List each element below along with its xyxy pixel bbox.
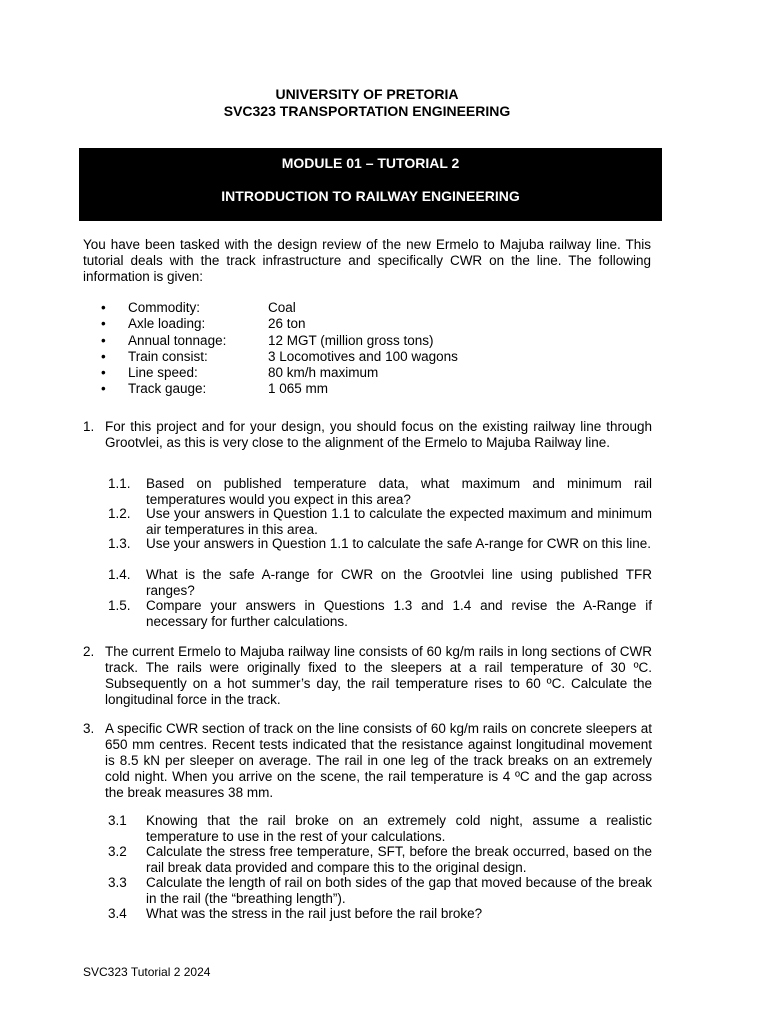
- question-number: 1.5.: [108, 598, 131, 613]
- question-text: What was the stress in the rail just before the rail broke?: [146, 906, 483, 921]
- bullet-icon: •: [101, 365, 106, 381]
- list-item: • Train consist: 3 Locomotives and 100 wagons: [101, 348, 458, 364]
- question-text: A specific CWR section of track on the line consists of 60 kg/m rails on concrete sleepers at 650 mm centres. Recent tests indicated that the resistance against longitudinal movement is 8.5 kN per sleeper on average. The rail in one leg of the track breaks on an extremely cold night. When you arrive on the scene, the rail temperature is 4 ºC and the gap across the break measures 38 mm.: [105, 721, 652, 800]
- question-text: Knowing that the rail broke on an extremely cold night, assume a realistic temperature to use in the rest of your calculations.: [146, 813, 652, 844]
- question-text: Calculate the stress free temperature, SFT, before the break occurred, based on the rail break data provided and compare this to the original design.: [146, 844, 652, 875]
- question-number: 3.3: [108, 875, 127, 890]
- question-text: Based on published temperature data, what maximum and minimum rail temperatures would you expect in this area?: [146, 476, 652, 507]
- list-item: • Axle loading: 26 ton: [101, 316, 306, 332]
- question-number: 1.4.: [108, 567, 131, 582]
- question-text: For this project and for your design, you should focus on the existing railway line through Grootvlei, as this is very close to the alignment of the Ermelo to Majuba Railway line.: [105, 419, 652, 450]
- question-number: 3.1: [108, 813, 127, 828]
- list-item: • Track gauge: 1 065 mm: [101, 381, 329, 397]
- list-item: • Line speed: 80 km/h maximum: [101, 365, 379, 381]
- module-title: MODULE 01 – TUTORIAL 2: [281, 155, 460, 171]
- bullet-icon: •: [101, 332, 106, 348]
- question-number: 3.: [83, 721, 95, 736]
- bullet-icon: •: [101, 300, 106, 315]
- question-text: Use your answers in Question 1.1 to calculate the expected maximum and minimum air temperatures in this area.: [146, 506, 652, 537]
- question-text: Compare your answers in Questions 1.3 and 1.4 and revise the A-Range if necessary for further calculations.: [146, 598, 652, 629]
- question-number: 1.3.: [108, 536, 131, 551]
- tutorial-title: INTRODUCTION TO RAILWAY ENGINEERING: [221, 188, 520, 204]
- list-item: • Commodity: Coal: [101, 300, 296, 315]
- question-number: 1.1.: [108, 476, 131, 491]
- page-footer: SVC323 Tutorial 2 2024: [83, 965, 211, 979]
- intro-paragraph: You have been tasked with the design review of the new Ermelo to Majuba railway line. This tutorial deals with the track infrastructure and specifically CWR on the line. The following information is given:: [83, 237, 651, 284]
- question-text: Use your answers in Question 1.1 to calculate the safe A-range for CWR on this line.: [146, 536, 651, 551]
- question-number: 2.: [83, 644, 95, 659]
- question-number: 3.2: [108, 844, 127, 859]
- question-text: What is the safe A-range for CWR on the Grootvlei line using published TFR ranges?: [146, 567, 652, 598]
- bullet-icon: •: [101, 348, 106, 364]
- module-banner: [79, 148, 662, 221]
- question-number: 1.2.: [108, 506, 131, 521]
- question-text: The current Ermelo to Majuba railway line consists of 60 kg/m rails in long sections of CWR track. The rails were originally fixed to the sleepers at a rail temperature of 30 ºC. Subsequently on a hot summer’s day, the rail temperature rises to 60 ºC. Calculate the longitudinal force in the track.: [105, 644, 652, 707]
- question-number: 1.: [83, 419, 95, 434]
- list-item: • Annual tonnage: 12 MGT (million gross tons): [101, 332, 434, 348]
- question-number: 3.4: [108, 906, 127, 921]
- given-information-list: [101, 300, 651, 398]
- bullet-icon: •: [101, 381, 106, 397]
- course-title: SVC323 TRANSPORTATION ENGINEERING: [223, 103, 511, 119]
- document-header: [0, 86, 734, 120]
- bullet-icon: •: [101, 316, 106, 332]
- university-title: UNIVERSITY OF PRETORIA: [275, 86, 459, 102]
- question-text: Calculate the length of rail on both sides of the gap that moved because of the break in the rail (the “breathing length”).: [146, 875, 652, 906]
